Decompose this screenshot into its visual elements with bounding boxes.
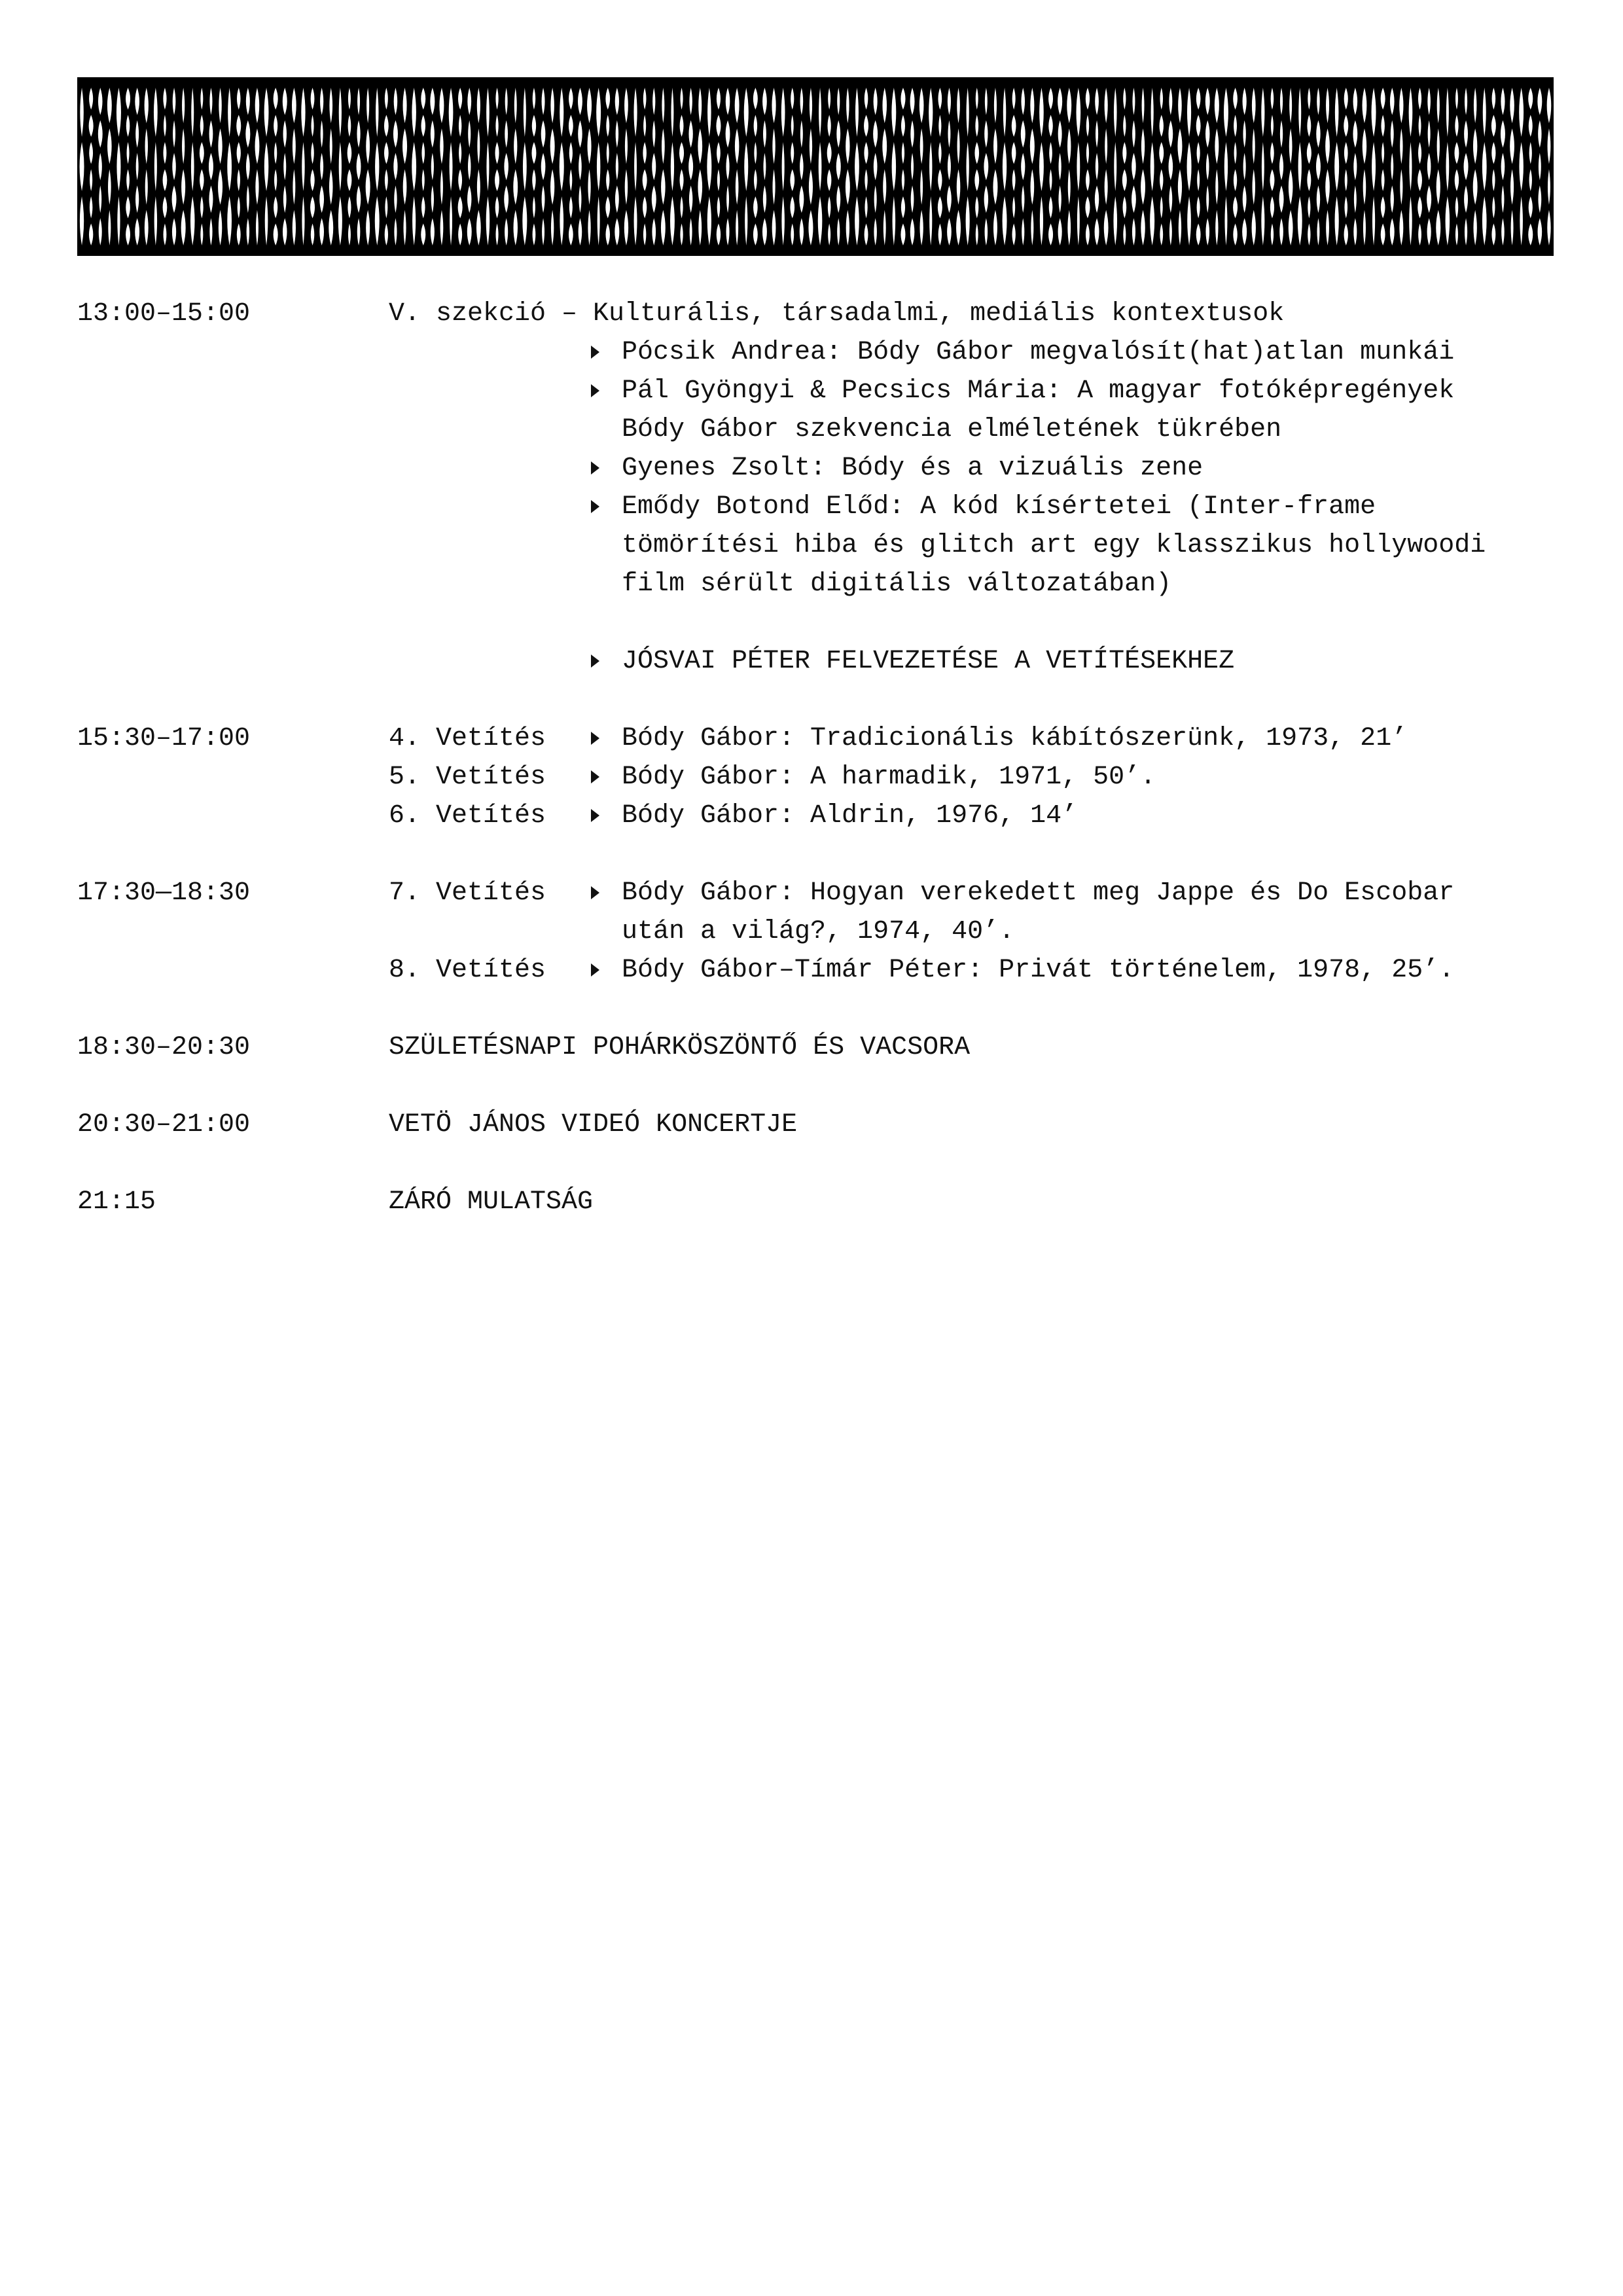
schedule-row [0, 295, 1623, 333]
bullet-arrow-icon [591, 488, 599, 526]
talk-title-continued: film sérült digitális változatában) [622, 569, 1172, 599]
screening-label: 5. Vetítés [389, 762, 546, 792]
talk-title-continued: tömörítési hiba és glitch art egy klasszikus hollywoodi [622, 531, 1486, 560]
talk-title: Emődy Botond Előd: A kód kísértetei (Inter-frame [622, 492, 1376, 522]
talk-title: Pál Gyöngyi & Pecsics Mária: A magyar fotóképregények [622, 376, 1455, 406]
time-slot: 18:30–20:30 [77, 1033, 251, 1062]
bullet-arrow-icon [591, 372, 599, 410]
bullet-arrow-icon [591, 951, 599, 990]
talk-title: Pócsik Andrea: Bódy Gábor megvalósít(hat)atlan munkái [622, 338, 1455, 367]
schedule-row [0, 1105, 1623, 1144]
schedule-row [0, 565, 1623, 603]
time-slot: 20:30–21:00 [77, 1110, 251, 1139]
schedule-row [0, 372, 1623, 410]
talk-title: JÓSVAI PÉTER FELVEZETÉSE A VETÍTÉSEKHEZ [622, 647, 1235, 676]
screening-label: 8. Vetítés [389, 956, 546, 985]
film-title-continued: után a világ?, 1974, 40’. [622, 917, 1015, 946]
event-title: VETÖ JÁNOS VIDEÓ KONCERTJE [389, 1110, 798, 1139]
screening-label: 6. Vetítés [389, 801, 546, 831]
bullet-arrow-icon [591, 758, 599, 797]
schedule-row [0, 912, 1623, 951]
event-title: ZÁRÓ MULATSÁG [389, 1187, 594, 1217]
header-banner-pattern [77, 77, 1554, 256]
schedule-row [0, 758, 1623, 797]
bullet-arrow-icon [591, 719, 599, 758]
talk-title: Gyenes Zsolt: Bódy és a vizuális zene [622, 454, 1204, 483]
schedule-row [0, 719, 1623, 758]
schedule-row [0, 797, 1623, 835]
event-title: SZÜLETÉSNAPI POHÁRKÖSZÖNTŐ ÉS VACSORA [389, 1033, 971, 1062]
schedule-row [0, 410, 1623, 449]
film-title: Bódy Gábor–Tímár Péter: Privát történelem, 1978, 25’. [622, 956, 1455, 985]
schedule-row [0, 874, 1623, 912]
film-title: Bódy Gábor: Hogyan verekedett meg Jappe és Do Escobar [622, 878, 1455, 908]
bullet-arrow-icon [591, 449, 599, 488]
bullet-arrow-icon [591, 874, 599, 912]
film-title: Bódy Gábor: Tradicionális kábítószerünk, 1973, 21’ [622, 724, 1408, 753]
schedule-row [0, 488, 1623, 526]
session-title: V. szekció – Kulturális, társadalmi, mediális kontextusok [389, 299, 1285, 329]
film-title: Bódy Gábor: Aldrin, 1976, 14’ [622, 801, 1078, 831]
schedule-row [0, 526, 1623, 565]
film-title: Bódy Gábor: A harmadik, 1971, 50’. [622, 762, 1156, 792]
bullet-arrow-icon [591, 797, 599, 835]
schedule-row [0, 951, 1623, 990]
schedule-row [0, 1028, 1623, 1067]
bullet-arrow-icon [591, 642, 599, 681]
time-slot: 21:15 [77, 1187, 156, 1217]
schedule-row [0, 333, 1623, 372]
screening-label: 7. Vetítés [389, 878, 546, 908]
bullet-arrow-icon [591, 333, 599, 372]
time-slot: 17:30—18:30 [77, 878, 251, 908]
schedule-row [0, 1183, 1623, 1221]
time-slot: 15:30–17:00 [77, 724, 251, 753]
schedule-row [0, 449, 1623, 488]
screening-label: 4. Vetítés [389, 724, 546, 753]
time-slot: 13:00–15:00 [77, 299, 251, 329]
talk-title-continued: Bódy Gábor szekvencia elméletének tükrében [622, 415, 1282, 444]
schedule-row [0, 642, 1623, 681]
